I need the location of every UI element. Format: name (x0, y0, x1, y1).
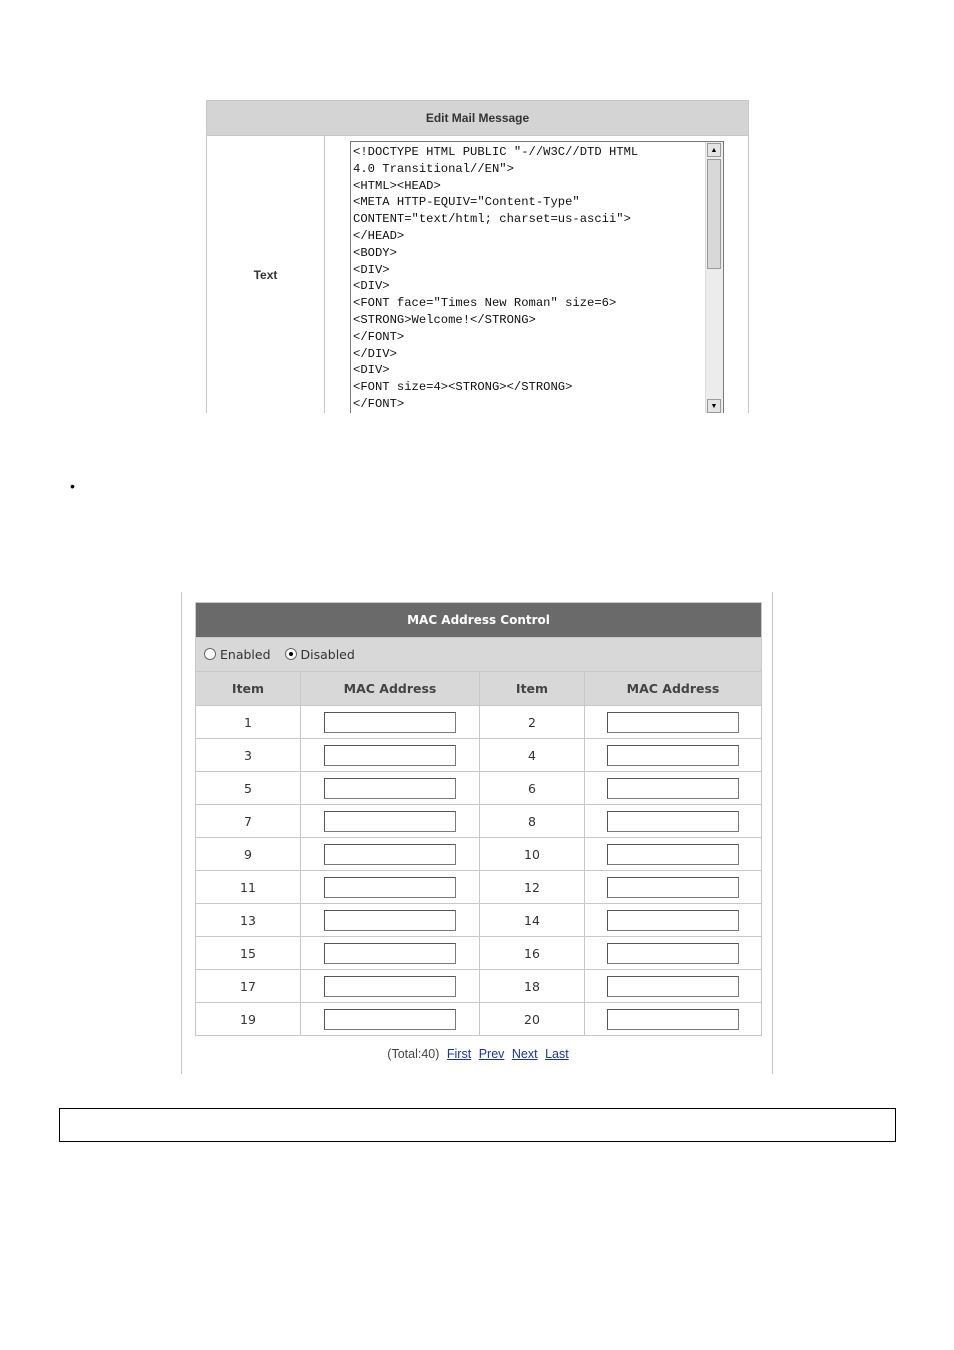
text-label: Text (207, 136, 325, 413)
item-number-left: 19 (196, 1003, 301, 1036)
mail-text-content[interactable]: <!DOCTYPE HTML PUBLIC "-//W3C//DTD HTML 4.0 Transitional//EN"> <HTML><HEAD> <META HTTP-EQUIV="Content-Type" CONTENT="text/html; charset=us-ascii"> </HEAD> <BODY> <DIV> <DIV> <FONT face="Times New Roman" size=6> <STRONG>Welcome!</STRONG> </FONT> </DIV> <DIV> <FONT size=4><STRONG></STRONG> </FONT> (353, 145, 639, 411)
mac-address-input-right[interactable] (607, 1009, 739, 1030)
table-row (196, 871, 762, 904)
mac-address-input-right[interactable] (607, 778, 739, 799)
pagination-next-link[interactable]: Next (511, 1047, 538, 1061)
item-number-left: 7 (196, 805, 301, 838)
mac-address-input-left[interactable] (324, 811, 456, 832)
item-number-left: 15 (196, 937, 301, 970)
mac-address-cell-left (301, 1003, 480, 1036)
header-item-left: Item (196, 672, 301, 706)
mac-address-cell-left (301, 970, 480, 1003)
item-number-left: 9 (196, 838, 301, 871)
pagination-prev-link[interactable]: Prev (478, 1047, 505, 1061)
mac-address-cell-left (301, 904, 480, 937)
edit-mail-message-panel (206, 100, 749, 413)
mac-address-input-left[interactable] (324, 1009, 456, 1030)
mac-address-cell-left (301, 838, 480, 871)
header-mac-address-right: MAC Address (585, 672, 762, 706)
mac-address-input-right[interactable] (607, 976, 739, 997)
pagination-last-link[interactable]: Last (545, 1047, 569, 1061)
item-number-right: 12 (480, 871, 585, 904)
mac-address-input-left[interactable] (324, 976, 456, 997)
mac-address-input-right[interactable] (607, 844, 739, 865)
radio-enabled-label[interactable]: Enabled (220, 647, 271, 662)
mac-address-cell-left (301, 937, 480, 970)
item-number-right: 8 (480, 805, 585, 838)
mac-address-cell-right (585, 772, 762, 805)
mac-address-input-left[interactable] (324, 943, 456, 964)
table-row (196, 904, 762, 937)
mac-address-cell-right (585, 970, 762, 1003)
table-row (196, 838, 762, 871)
item-number-left: 1 (196, 706, 301, 739)
mac-address-rows (196, 706, 762, 1036)
item-number-right: 18 (480, 970, 585, 1003)
mac-address-input-right[interactable] (607, 877, 739, 898)
item-number-right: 20 (480, 1003, 585, 1036)
table-row (196, 772, 762, 805)
header-mac-address-left: MAC Address (301, 672, 480, 706)
mac-address-cell-left (301, 871, 480, 904)
table-row (196, 937, 762, 970)
item-number-right: 10 (480, 838, 585, 871)
mac-address-input-left[interactable] (324, 745, 456, 766)
table-row (196, 805, 762, 838)
bullet-point: • (70, 478, 75, 494)
mac-address-cell-left (301, 772, 480, 805)
mac-address-input-right[interactable] (607, 811, 739, 832)
mac-address-cell-right (585, 838, 762, 871)
edit-mail-message-title: Edit Mail Message (207, 101, 748, 136)
item-number-right: 6 (480, 772, 585, 805)
mac-address-control-title: MAC Address Control (196, 603, 762, 638)
item-number-left: 3 (196, 739, 301, 772)
mac-address-cell-right (585, 937, 762, 970)
mac-address-cell-right (585, 904, 762, 937)
mac-address-cell-right (585, 739, 762, 772)
mac-address-cell-right (585, 706, 762, 739)
mac-address-input-right[interactable] (607, 910, 739, 931)
pagination-first-link[interactable]: First (446, 1047, 472, 1061)
scrollbar-thumb[interactable] (707, 159, 721, 269)
mac-address-cell-left (301, 739, 480, 772)
mac-address-cell-right (585, 871, 762, 904)
mail-text-area[interactable] (350, 141, 724, 413)
mac-address-input-left[interactable] (324, 712, 456, 733)
table-row (196, 1003, 762, 1036)
table-row (196, 706, 762, 739)
item-number-left: 17 (196, 970, 301, 1003)
mac-address-input-left[interactable] (324, 778, 456, 799)
mac-address-cell-left (301, 805, 480, 838)
mac-address-input-right[interactable] (607, 943, 739, 964)
mac-address-cell-right (585, 805, 762, 838)
item-number-right: 16 (480, 937, 585, 970)
text-row (207, 136, 748, 413)
mac-address-input-right[interactable] (607, 712, 739, 733)
pagination (195, 1047, 761, 1061)
radio-disabled[interactable] (285, 648, 297, 660)
empty-note-box (59, 1108, 896, 1142)
pagination-total: (Total:40) (387, 1047, 440, 1061)
header-item-right: Item (480, 672, 585, 706)
radio-disabled-label[interactable]: Disabled (300, 647, 355, 662)
vertical-scrollbar[interactable] (705, 142, 723, 413)
item-number-right: 2 (480, 706, 585, 739)
mac-address-input-left[interactable] (324, 844, 456, 865)
item-number-left: 5 (196, 772, 301, 805)
mac-address-cell-left (301, 706, 480, 739)
mac-address-input-left[interactable] (324, 910, 456, 931)
mac-control-mode-row (196, 638, 762, 672)
item-number-left: 13 (196, 904, 301, 937)
item-number-left: 11 (196, 871, 301, 904)
radio-enabled[interactable] (204, 648, 216, 660)
scroll-up-arrow-icon[interactable]: ▲ (707, 143, 721, 157)
mac-address-input-right[interactable] (607, 745, 739, 766)
mac-address-input-left[interactable] (324, 877, 456, 898)
mac-address-control-table (195, 602, 762, 1036)
text-cell (325, 136, 748, 413)
table-row (196, 739, 762, 772)
item-number-right: 14 (480, 904, 585, 937)
item-number-right: 4 (480, 739, 585, 772)
table-row (196, 970, 762, 1003)
scroll-down-arrow-icon[interactable]: ▼ (707, 399, 721, 413)
mac-address-cell-right (585, 1003, 762, 1036)
